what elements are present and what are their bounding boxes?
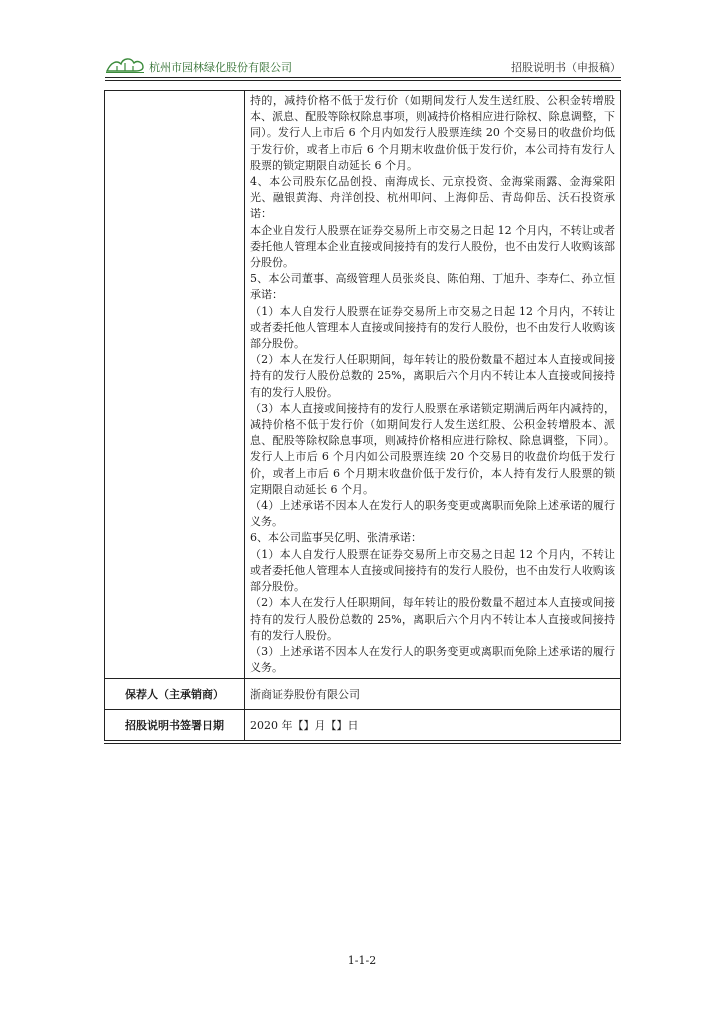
commitment-paragraph: 5、本公司董事、高级管理人员张炎良、陈伯翔、丁旭升、李寿仁、孙立恒承诺：: [250, 272, 615, 302]
commitment-paragraph: （2）本人在发行人任职期间，每年转让的股份数量不超过本人直接或间接持有的发行人股份总数的 25%，离职后六个月内不转让本人直接或间接持有的发行人股份。: [250, 596, 615, 642]
sign-date-label: 招股说明书签署日期: [105, 710, 245, 741]
sponsor-label: 保荐人（主承销商）: [105, 679, 245, 710]
sign-date-value: [245, 710, 621, 741]
info-table: [104, 90, 621, 741]
page-number: 1-1-2: [347, 954, 377, 967]
commitment-content: [245, 91, 621, 679]
commitment-row: [105, 91, 621, 679]
commitment-label-cell: [105, 91, 245, 679]
sign-date-row: [105, 710, 621, 741]
document-type: 招股说明书（申报稿）: [511, 61, 621, 74]
commitment-paragraph: （1）本人自发行人股票在证券交易所上市交易之日起 12 个月内，不转让或者委托他人管理本人直接或间接持有的发行人股份，也不由发行人收购该部分股份。: [250, 304, 615, 351]
sponsor-name: 浙商证券股份有限公司: [250, 688, 360, 702]
sign-date: 2020 年【】月【】日: [250, 719, 359, 733]
table-bottom-rule: [104, 743, 621, 744]
commitment-paragraph: （3）本人直接或间接持有的发行人股票在承诺锁定期满后两年内减持的，减持价格不低于发行价（如期间发行人发生送红股、公积金转增股本、派息、配股等除权除息事项，则减持价格相应进行除权、除息调整，下同）。发行人上市后 6 个月内如公司股票连续 20 个交易日的收盘价均低于发行价，或者上市后 6 个月期末收盘价低于发行价，本人持有发行人股票的锁定期限自动延长 6 个月。: [250, 401, 615, 496]
sponsor-value: [245, 679, 621, 710]
tree-logo-icon: [105, 54, 145, 74]
company-name: 杭州市园林绿化股份有限公司: [149, 61, 292, 74]
commitment-paragraph: （3）上述承诺不因本人在发行人的职务变更或离职而免除上述承诺的履行义务。: [250, 644, 615, 675]
commitment-paragraph: （1）本人自发行人股票在证券交易所上市交易之日起 12 个月内，不转让或者委托他人管理本人直接或间接持有的发行人股份，也不由发行人收购该部分股份。: [250, 547, 615, 594]
sponsor-row: [105, 679, 621, 710]
commitment-paragraph: 本企业自发行人股票在证券交易所上市交易之日起 12 个月内，不转让或者委托他人管理本企业直接或间接持有的发行人股份，也不由发行人收购该部分股份。: [250, 223, 615, 270]
commitment-paragraph: 4、本公司股东亿品创投、南海成长、元京投资、金海棠雨露、金海棠阳光、融银黄海、舟洋创投、杭州叩问、上海仰岳、青岛仰岳、沃石投资承诺：: [250, 175, 615, 221]
commitment-paragraph: 持的，减持价格不低于发行价（如期间发行人发生送红股、公积金转增股本、派息、配股等除权除息事项，则减持价格相应进行除权、除息调整，下同）。发行人上市后 6 个月内如发行人股票连续 20 个交易日的收盘价均低于发行价，或者上市后 6 个月期末收盘价低于发行价，本公司持有发行人股票的锁定期限自动延长 6 个月。: [250, 94, 615, 172]
header-divider: [105, 77, 621, 78]
commitment-paragraph: 6、本公司监事吴亿明、张清承诺：: [250, 531, 422, 545]
commitment-paragraph: （4）上述承诺不因本人在发行人的职务变更或离职而免除上述承诺的履行义务。: [250, 499, 615, 529]
header-divider-thin: [105, 80, 621, 81]
page-header: [105, 52, 621, 76]
commitment-paragraph: （2）本人在发行人任职期间，每年转让的股份数量不超过本人直接或间接持有的发行人股份总数的 25%，离职后六个月内不转让本人直接或间接持有的发行人股份。: [250, 353, 615, 399]
